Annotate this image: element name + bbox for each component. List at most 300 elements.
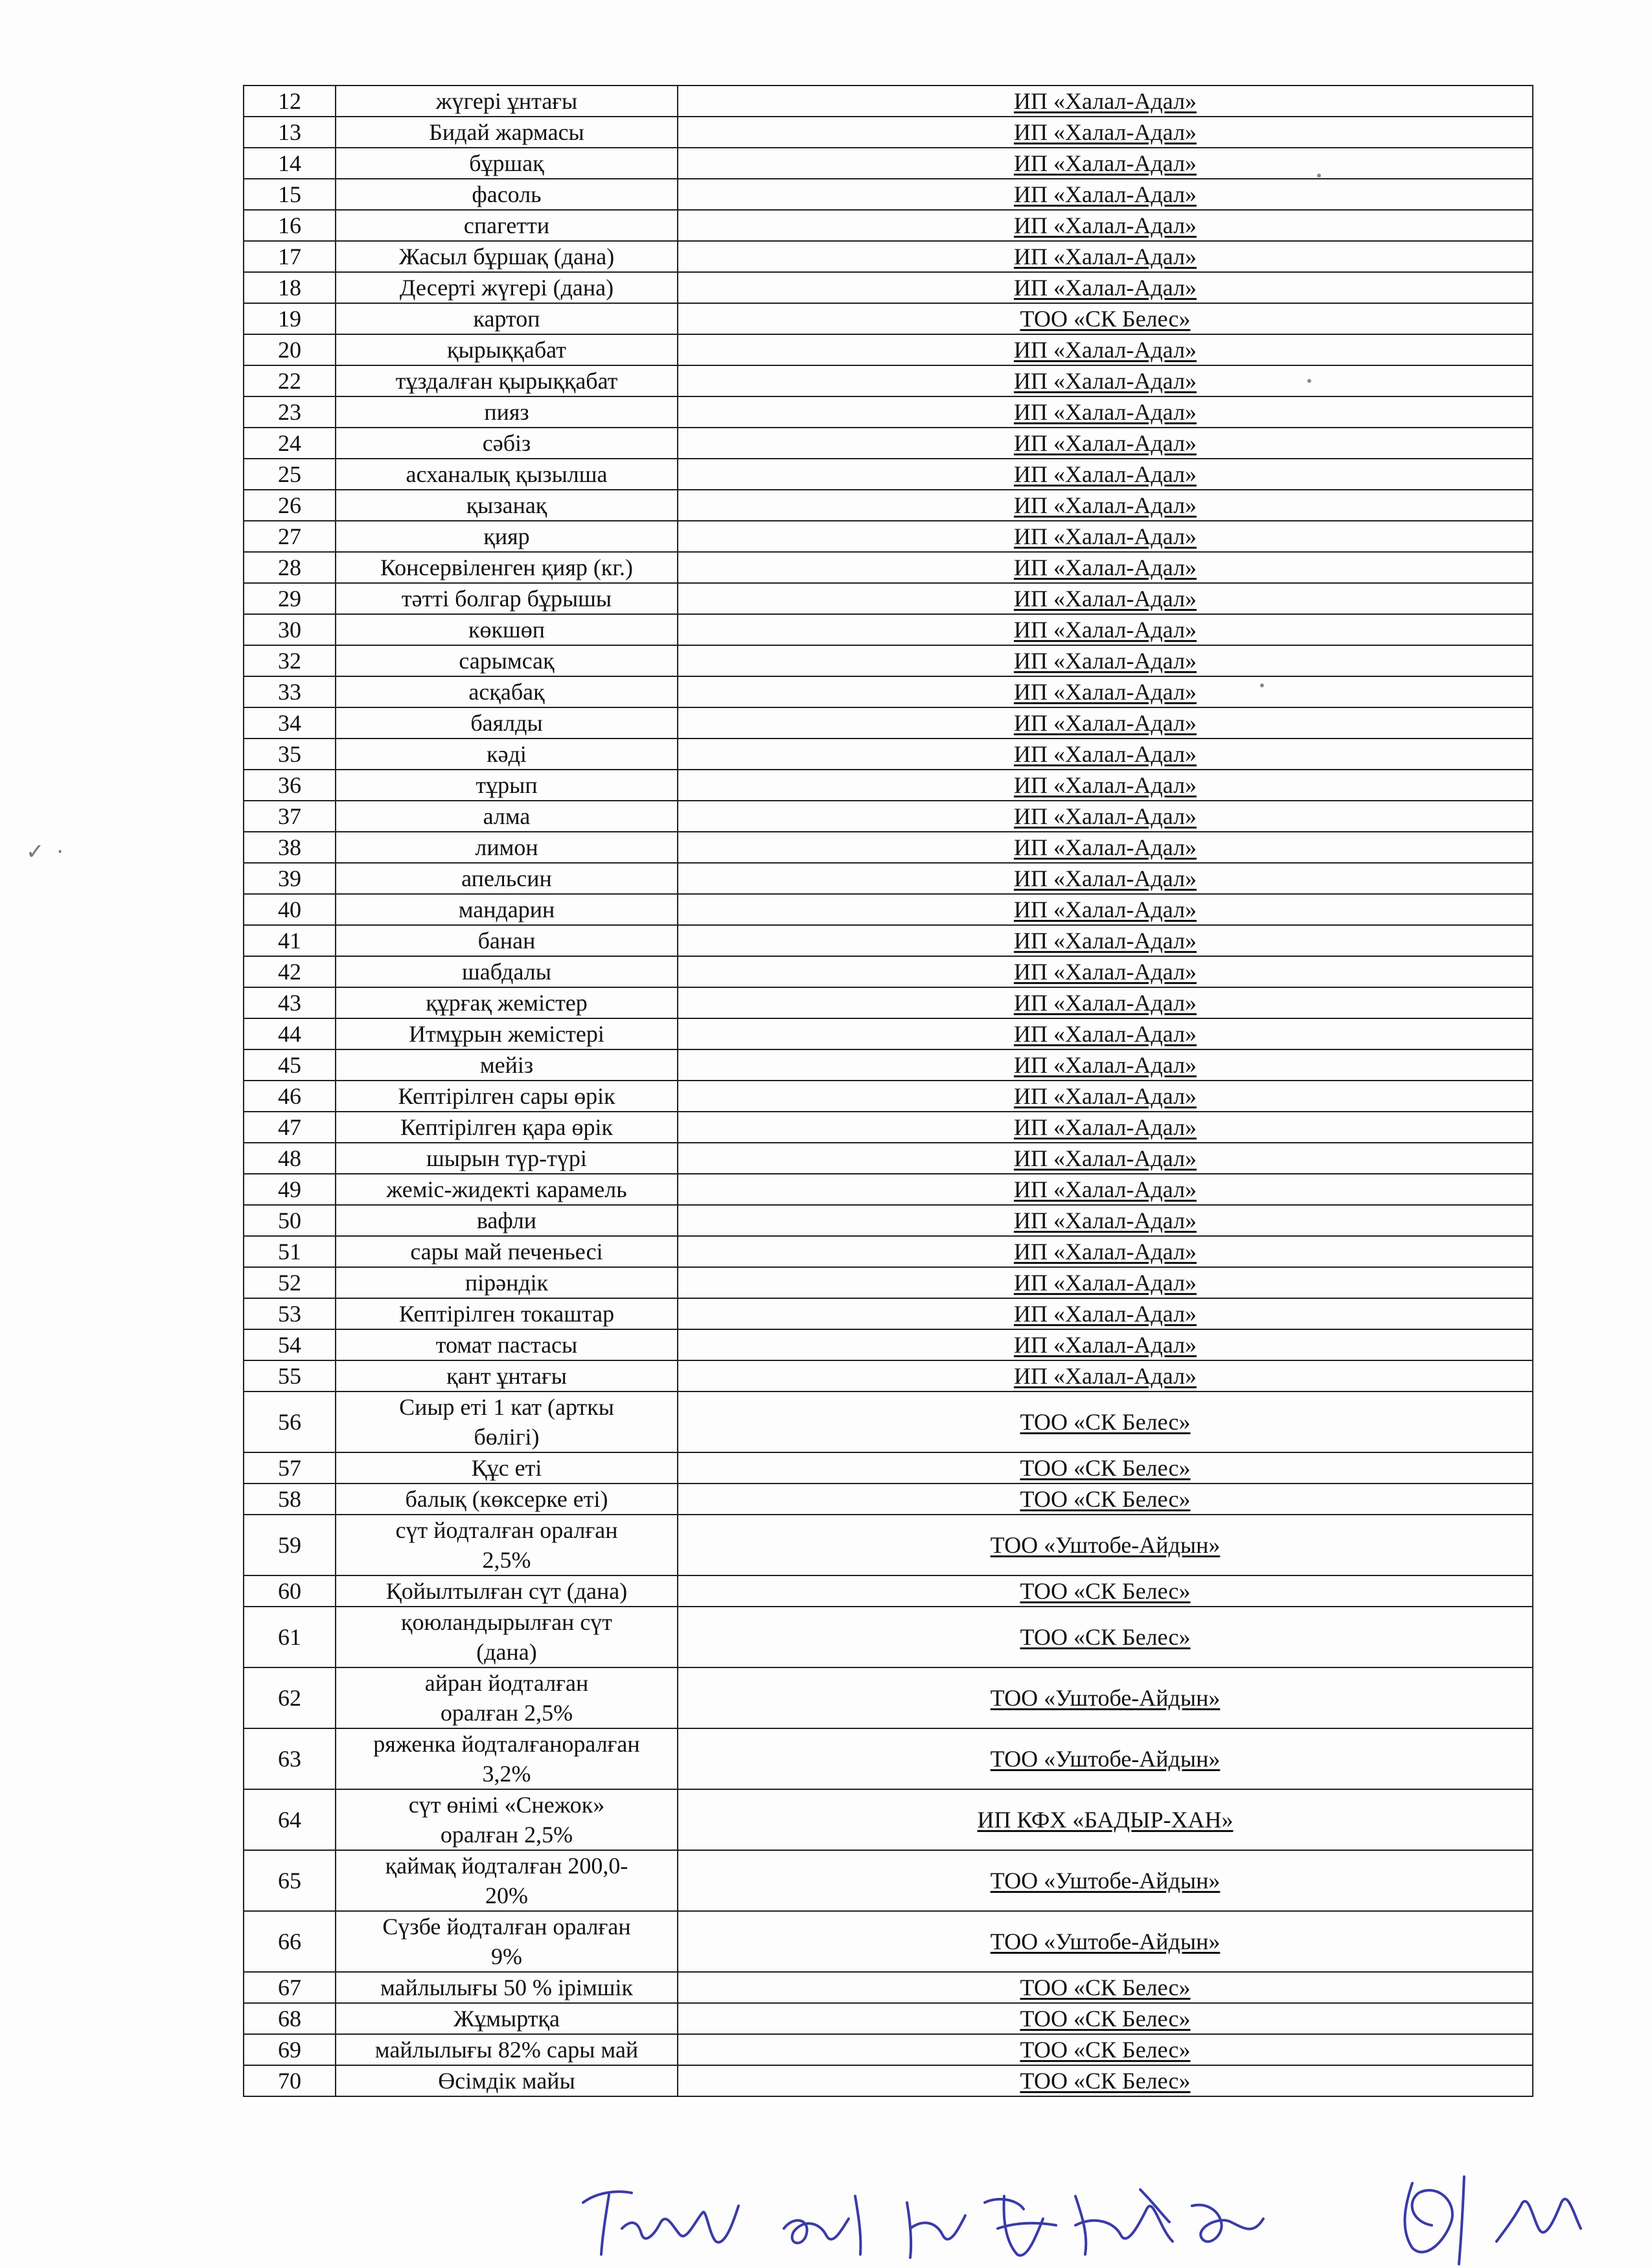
table-row (244, 1081, 1533, 1112)
supplier-cell (678, 1452, 1533, 1483)
supplier-cell (678, 86, 1533, 117)
row-number: 46 (244, 1081, 336, 1112)
table-row (244, 676, 1533, 707)
product-name-line: оралған 2,5% (440, 1822, 573, 1848)
supplier-name: ИП «Халал-Адал» (1013, 741, 1197, 767)
product-name-line: қоюландырылған сүт (400, 1609, 613, 1635)
product-name (336, 521, 678, 552)
table-row (244, 459, 1533, 490)
table-row (244, 1667, 1533, 1728)
product-name-line: шабдалы (462, 959, 551, 985)
scan-speck (1307, 379, 1311, 383)
supplier-name: ТОО «СК Белес» (1020, 1975, 1191, 2000)
row-number: 15 (244, 179, 336, 210)
table-row (244, 2065, 1533, 2096)
product-name-line: (дана) (476, 1639, 537, 1665)
signature-2 (784, 2196, 860, 2254)
row-number: 20 (244, 334, 336, 365)
row-number: 65 (244, 1850, 336, 1911)
table-row (244, 241, 1533, 272)
product-name (336, 2034, 678, 2065)
supplier-cell (678, 1112, 1533, 1143)
row-number: 30 (244, 614, 336, 645)
supplier-cell (678, 334, 1533, 365)
row-number: 19 (244, 303, 336, 334)
supplier-name: ТОО «СК Белес» (1020, 1409, 1191, 1435)
product-name (336, 956, 678, 987)
supplier-cell (678, 925, 1533, 956)
supplier-name: ИП «Халал-Адал» (1013, 119, 1197, 145)
signature-1 (583, 2192, 739, 2254)
product-name-line: асқабақ (468, 679, 545, 705)
product-name (336, 334, 678, 365)
product-name (336, 1972, 678, 2003)
product-name-line: Кептірілген қара өрік (400, 1114, 614, 1140)
product-name-line: баялды (470, 710, 543, 736)
supplier-cell (678, 1911, 1533, 1972)
row-number: 27 (244, 521, 336, 552)
supplier-cell (678, 614, 1533, 645)
product-name (336, 1018, 678, 1049)
supplier-cell (678, 2065, 1533, 2096)
product-name (336, 210, 678, 241)
supplier-name: ТОО «СК Белес» (1020, 306, 1191, 332)
supplier-cell (678, 303, 1533, 334)
row-number: 69 (244, 2034, 336, 2065)
row-number: 66 (244, 1911, 336, 1972)
product-name (336, 1205, 678, 1236)
supplier-cell (678, 956, 1533, 987)
supplier-name: ИП «Халал-Адал» (1013, 1332, 1197, 1358)
product-name (336, 1911, 678, 1972)
product-name (336, 1267, 678, 1298)
supplier-cell (678, 1236, 1533, 1267)
product-name (336, 1298, 678, 1329)
product-name-line: Сүзбе йодталған оралған (382, 1914, 631, 1940)
table-row (244, 490, 1533, 521)
row-number: 13 (244, 117, 336, 148)
product-name-line: пияз (484, 399, 529, 425)
table-row (244, 645, 1533, 676)
signature-3 (907, 2203, 965, 2258)
row-number: 63 (244, 1728, 336, 1789)
product-name-line: мейіз (479, 1052, 534, 1078)
product-name (336, 894, 678, 925)
supplier-name: ИП «Халал-Адал» (1013, 337, 1197, 363)
supplier-name: ИП «Халал-Адал» (1013, 1208, 1197, 1233)
table-row (244, 1236, 1533, 1267)
product-name (336, 832, 678, 863)
product-name-line: бөлігі) (474, 1424, 540, 1450)
supplier-name: ИП «Халал-Адал» (1013, 803, 1197, 829)
supplier-cell (678, 894, 1533, 925)
supplier-name: ТОО «Уштобе-Айдын» (990, 1746, 1221, 1772)
table-row (244, 210, 1533, 241)
supplier-name: ИП «Халал-Адал» (1013, 368, 1197, 394)
supplier-cell (678, 2034, 1533, 2065)
row-number: 57 (244, 1452, 336, 1483)
supplier-name: ИП «Халал-Адал» (1013, 399, 1197, 425)
table-row (244, 179, 1533, 210)
supplier-cell (678, 1081, 1533, 1112)
supplier-name: ИП «Халал-Адал» (1013, 430, 1197, 456)
product-name-line: Бидай жармасы (429, 119, 584, 145)
row-number: 14 (244, 148, 336, 179)
product-name-line: банан (477, 928, 536, 954)
product-name-line: майлылығы 50 % ірімшік (380, 1975, 634, 2000)
product-name-line: Құс еті (471, 1455, 542, 1481)
supplier-name: ИП «Халал-Адал» (1013, 492, 1197, 518)
supplier-cell (678, 1329, 1533, 1360)
table-row (244, 1607, 1533, 1667)
row-number: 41 (244, 925, 336, 956)
product-name-line: сүт өнімі «Снежок» (408, 1792, 605, 1818)
product-name-line: майлылығы 82% сары май (374, 2037, 639, 2063)
table-row (244, 117, 1533, 148)
row-number: 22 (244, 365, 336, 396)
row-number: 67 (244, 1972, 336, 2003)
product-name (336, 428, 678, 459)
product-name (336, 676, 678, 707)
product-name (336, 1236, 678, 1267)
supplier-name: ИП «Халал-Адал» (1013, 897, 1197, 922)
supplier-name: ТОО «Уштобе-Айдын» (990, 1868, 1221, 1894)
product-name (336, 925, 678, 956)
supplier-name: ИП «Халал-Адал» (1013, 959, 1197, 985)
signature-7 (1405, 2177, 1464, 2264)
row-number: 44 (244, 1018, 336, 1049)
table-row (244, 1360, 1533, 1392)
product-name (336, 459, 678, 490)
supplier-name: ТОО «СК Белес» (1020, 1578, 1191, 1604)
supplier-name: ИП «Халал-Адал» (1013, 1052, 1197, 1078)
product-name (336, 1143, 678, 1174)
row-number: 45 (244, 1049, 336, 1081)
supplier-cell (678, 1728, 1533, 1789)
row-number: 38 (244, 832, 336, 863)
row-number: 35 (244, 739, 336, 770)
supplier-cell (678, 365, 1533, 396)
product-name (336, 396, 678, 428)
table-row (244, 148, 1533, 179)
product-name-line: спагетти (463, 212, 550, 238)
supplier-name: ИП «Халал-Адал» (1013, 1114, 1197, 1140)
product-name-line: картоп (473, 306, 540, 332)
supplier-name: ИП «Халал-Адал» (1013, 181, 1197, 207)
product-name (336, 987, 678, 1018)
row-number: 28 (244, 552, 336, 583)
product-name-line: 3,2% (482, 1761, 531, 1787)
table-row (244, 1483, 1533, 1515)
supplier-name: ИП «Халал-Адал» (1013, 679, 1197, 705)
supplier-cell (678, 241, 1533, 272)
supplier-cell (678, 1360, 1533, 1392)
table-row (244, 2003, 1533, 2034)
supplier-cell (678, 1267, 1533, 1298)
supplier-name: ИП «Халал-Адал» (1013, 1145, 1197, 1171)
supplier-name: ИП «Халал-Адал» (1013, 990, 1197, 1016)
signatures (570, 2157, 1607, 2267)
table-row (244, 1267, 1533, 1298)
supplier-cell (678, 1143, 1533, 1174)
supplier-cell (678, 707, 1533, 739)
supplier-name: ИП «Халал-Адал» (1013, 586, 1197, 612)
supplier-cell (678, 1607, 1533, 1667)
product-name (336, 1728, 678, 1789)
supplier-name: ТОО «Уштобе-Айдын» (990, 1685, 1221, 1711)
product-name (336, 1789, 678, 1850)
product-name-line: қызанақ (466, 492, 547, 518)
table-row (244, 1575, 1533, 1607)
product-name-line: қияр (483, 523, 530, 549)
product-name-line: 9% (491, 1943, 522, 1969)
supplier-name: ИП «Халал-Адал» (1013, 834, 1197, 860)
supplier-table-body (244, 86, 1533, 2096)
row-number: 54 (244, 1329, 336, 1360)
row-number: 25 (244, 459, 336, 490)
table-row (244, 832, 1533, 863)
table-row (244, 583, 1533, 614)
table-row (244, 1850, 1533, 1911)
product-name-line: балық (көксерке еті) (405, 1486, 608, 1512)
product-name-line: шырын түр-түрі (426, 1145, 587, 1171)
table-row (244, 1018, 1533, 1049)
supplier-name: ИП «Халал-Адал» (1013, 1176, 1197, 1202)
supplier-cell (678, 459, 1533, 490)
table-row (244, 396, 1533, 428)
product-name (336, 1329, 678, 1360)
product-name (336, 645, 678, 676)
supplier-cell (678, 739, 1533, 770)
table-row (244, 739, 1533, 770)
product-name-line: тәтті болгар бұрышы (401, 586, 612, 612)
row-number: 32 (244, 645, 336, 676)
supplier-cell (678, 1667, 1533, 1728)
product-name (336, 1575, 678, 1607)
supplier-cell (678, 2003, 1533, 2034)
supplier-cell (678, 770, 1533, 801)
product-name-line: апельсин (461, 865, 552, 891)
table-row (244, 614, 1533, 645)
product-name (336, 86, 678, 117)
table-row (244, 1515, 1533, 1575)
supplier-cell (678, 396, 1533, 428)
product-name-line: сәбіз (482, 430, 531, 456)
supplier-name: ТОО «СК Белес» (1020, 2068, 1191, 2094)
product-name-line: құрғақ жемістер (426, 990, 588, 1016)
product-name (336, 1392, 678, 1452)
supplier-name: ИП «Халал-Адал» (1013, 648, 1197, 674)
supplier-cell (678, 645, 1533, 676)
row-number: 59 (244, 1515, 336, 1575)
supplier-name: ИП «Халал-Адал» (1013, 1270, 1197, 1296)
supplier-cell (678, 490, 1533, 521)
table-row (244, 2034, 1533, 2065)
row-number: 55 (244, 1360, 336, 1392)
product-name (336, 1607, 678, 1667)
supplier-table (243, 85, 1533, 2097)
supplier-cell (678, 552, 1533, 583)
row-number: 33 (244, 676, 336, 707)
product-name (336, 148, 678, 179)
product-name-line: 2,5% (482, 1547, 531, 1573)
supplier-cell (678, 1205, 1533, 1236)
supplier-cell (678, 1018, 1533, 1049)
table-row (244, 272, 1533, 303)
product-name (336, 1360, 678, 1392)
product-name (336, 365, 678, 396)
supplier-name: ИП «Халал-Адал» (1013, 865, 1197, 891)
supplier-cell (678, 272, 1533, 303)
scan-speck (1317, 174, 1321, 178)
supplier-name: ИП «Халал-Адал» (1013, 275, 1197, 301)
table-row (244, 707, 1533, 739)
supplier-cell (678, 521, 1533, 552)
table-row (244, 86, 1533, 117)
supplier-name: ИП «Халал-Адал» (1013, 710, 1197, 736)
supplier-name: ТОО «СК Белес» (1020, 1624, 1191, 1650)
supplier-cell (678, 1392, 1533, 1452)
product-name (336, 1174, 678, 1205)
supplier-name: ИП «Халал-Адал» (1013, 88, 1197, 114)
supplier-name: ТОО «Уштобе-Айдын» (990, 1929, 1221, 1954)
product-name (336, 863, 678, 894)
supplier-name: ИП «Халал-Адал» (1013, 617, 1197, 643)
row-number: 17 (244, 241, 336, 272)
supplier-name: ТОО «СК Белес» (1020, 1486, 1191, 1512)
table-row (244, 956, 1533, 987)
supplier-cell (678, 210, 1533, 241)
product-name-line: Қойылтылған сүт (дана) (385, 1578, 628, 1604)
supplier-cell (678, 987, 1533, 1018)
product-name (336, 614, 678, 645)
supplier-cell (678, 832, 1533, 863)
product-name-line: лимон (475, 834, 538, 860)
product-name-line: тұрып (476, 772, 538, 798)
signature-6 (1192, 2205, 1263, 2242)
table-row (244, 925, 1533, 956)
table-row (244, 334, 1533, 365)
table-row (244, 1392, 1533, 1452)
product-name (336, 1515, 678, 1575)
supplier-cell (678, 1483, 1533, 1515)
row-number: 43 (244, 987, 336, 1018)
row-number: 53 (244, 1298, 336, 1329)
supplier-name: ИП «Халал-Адал» (1013, 461, 1197, 487)
supplier-name: ИП «Халал-Адал» (1013, 212, 1197, 238)
row-number: 68 (244, 2003, 336, 2034)
supplier-cell (678, 1850, 1533, 1911)
supplier-name: ИП «Халал-Адал» (1013, 772, 1197, 798)
product-name (336, 241, 678, 272)
product-name-line: бұршақ (469, 150, 544, 176)
supplier-cell (678, 1972, 1533, 2003)
product-name (336, 583, 678, 614)
table-row (244, 1143, 1533, 1174)
signature-8 (1497, 2199, 1581, 2241)
product-name (336, 1081, 678, 1112)
product-name (336, 117, 678, 148)
table-row (244, 1329, 1533, 1360)
product-name (336, 303, 678, 334)
product-name (336, 801, 678, 832)
product-name-line: Итмұрын жемістері (409, 1021, 604, 1047)
supplier-name: ИП «Халал-Адал» (1013, 555, 1197, 580)
signature-4 (985, 2196, 1056, 2256)
supplier-name: ИП «Халал-Адал» (1013, 1239, 1197, 1265)
product-name-line: айран йодталған (424, 1670, 589, 1696)
supplier-name: ТОО «Уштобе-Айдын» (990, 1532, 1221, 1558)
supplier-name: ИП «Халал-Адал» (1013, 1363, 1197, 1389)
product-name-line: Десерті жүгері (дана) (399, 275, 614, 301)
product-name-line: Кептірілген токаштар (398, 1301, 615, 1327)
product-name-line: алма (483, 803, 531, 829)
product-name-line: сүт йодталған оралған (395, 1517, 618, 1543)
scan-speck (1260, 683, 1264, 687)
product-name-line: Жасыл бұршақ (дана) (398, 244, 615, 269)
product-name-line: сары май печеньесі (410, 1239, 603, 1265)
supplier-name: ТОО «СК Белес» (1020, 1455, 1191, 1481)
supplier-name: ИП «Халал-Адал» (1013, 150, 1197, 176)
product-name-line: қырыққабат (447, 337, 566, 363)
table-row (244, 801, 1533, 832)
product-name-line: ряженка йодталғаноралған (373, 1731, 640, 1757)
product-name-line: пірәндік (465, 1270, 549, 1296)
table-row (244, 1789, 1533, 1850)
product-name (336, 1850, 678, 1911)
row-number: 23 (244, 396, 336, 428)
row-number: 37 (244, 801, 336, 832)
supplier-cell (678, 179, 1533, 210)
row-number: 70 (244, 2065, 336, 2096)
product-name (336, 1667, 678, 1728)
product-name-line: фасоль (472, 181, 542, 207)
table-row (244, 552, 1533, 583)
product-name (336, 2065, 678, 2096)
row-number: 50 (244, 1205, 336, 1236)
supplier-name: ИП «Халал-Адал» (1013, 1021, 1197, 1047)
product-name (336, 179, 678, 210)
table-row (244, 1205, 1533, 1236)
margin-mark: ✓ · (26, 839, 67, 865)
table-row (244, 987, 1533, 1018)
product-name-line: жүгері ұнтағы (435, 88, 578, 114)
product-name (336, 552, 678, 583)
product-name-line: қаймақ йодталған 200,0- (385, 1853, 628, 1879)
product-name (336, 707, 678, 739)
row-number: 36 (244, 770, 336, 801)
product-name-line: тұздалған қырыққабат (395, 368, 618, 394)
supplier-name: ИП «Халал-Адал» (1013, 1083, 1197, 1109)
table-row (244, 1174, 1533, 1205)
supplier-cell (678, 801, 1533, 832)
table-row (244, 1049, 1533, 1081)
row-number: 26 (244, 490, 336, 521)
table-row (244, 1728, 1533, 1789)
product-name (336, 770, 678, 801)
supplier-cell (678, 1575, 1533, 1607)
supplier-name: ИП «Халал-Адал» (1013, 928, 1197, 954)
product-name-line: 20% (485, 1883, 528, 1908)
row-number: 61 (244, 1607, 336, 1667)
supplier-cell (678, 863, 1533, 894)
row-number: 56 (244, 1392, 336, 1452)
row-number: 24 (244, 428, 336, 459)
supplier-cell (678, 1174, 1533, 1205)
supplier-cell (678, 1049, 1533, 1081)
product-name-line: томат пастасы (435, 1332, 578, 1358)
product-name-line: оралған 2,5% (440, 1700, 573, 1726)
